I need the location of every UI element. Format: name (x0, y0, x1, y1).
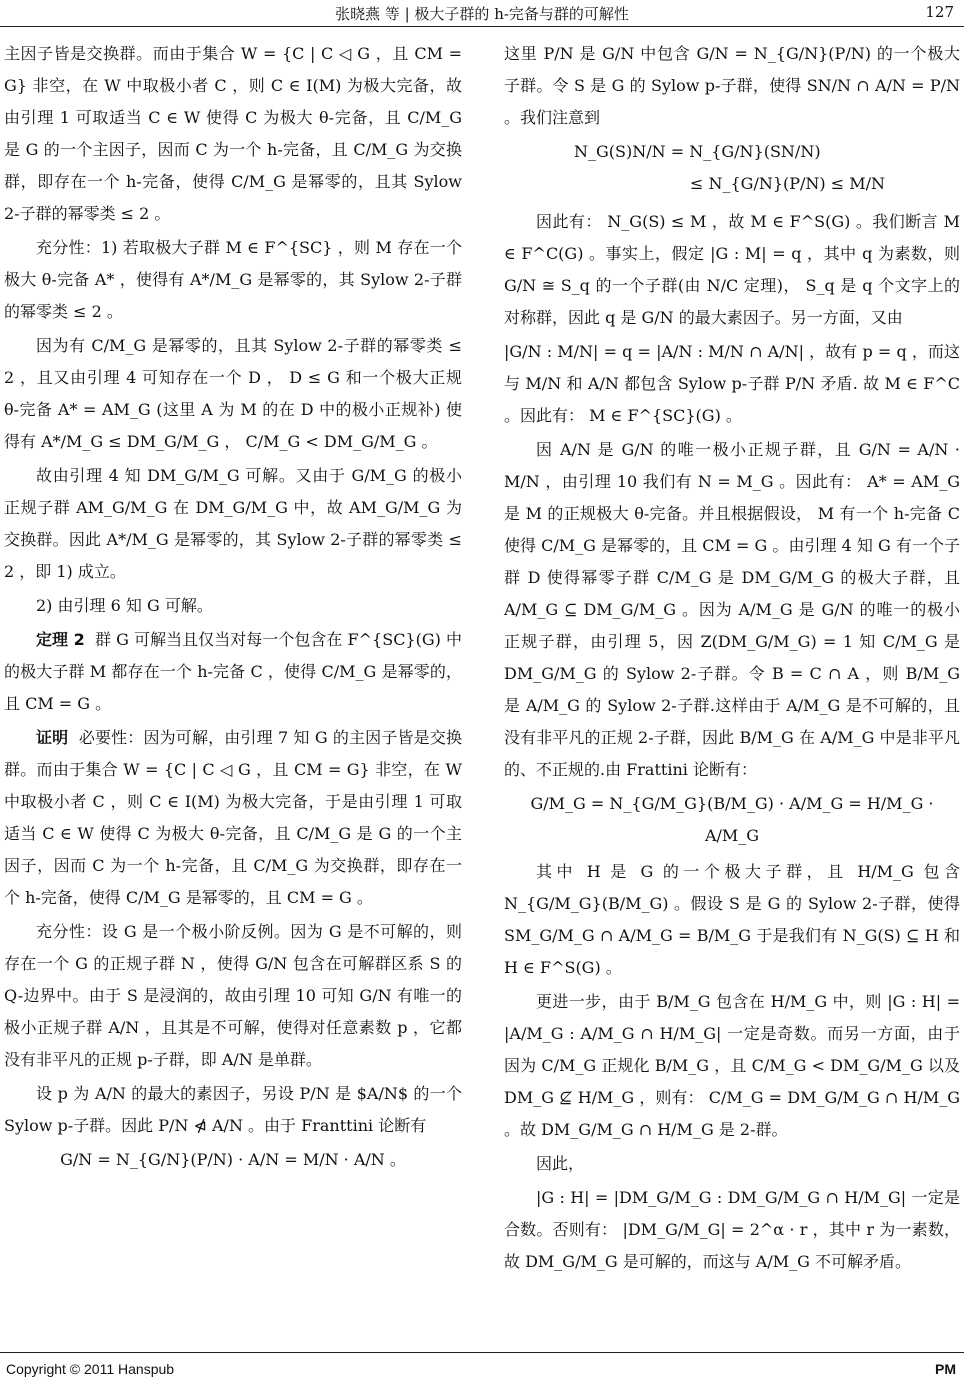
paragraph: |G/N : M/N| = q = |A/N : M/N ∩ A/N| ，故有 p = q ，而这与 M/N 和 A/N 都包含 Sylow p-子群 P/N 矛盾. 故 M ∈ F^C 。因此有： M ∈ F^{SC}(G) 。 (504, 342, 960, 425)
paragraph: 充分性：设 G 是一个极小阶反例。因为 G 是不可解的，则存在一个 G 的正规子群 N ，使得 G/N 包含在可解群区系 S 的 Q-边界中。由于 S 是浸润的，故由引理 10 可知 G/N 有唯一的极小正规子群 A/N ，且其是不可解，使得对任意素数 p ，它都没有非平凡的正规 p-子群，即 A/N 是单群。 (4, 922, 462, 1069)
journal-abbreviation: PM (935, 1361, 956, 1377)
copyright-notice: Copyright © 2011 Hanspub (6, 1361, 175, 1377)
proof-paragraph (4, 722, 462, 914)
paragraph: 故由引理 4 知 DM_G/M_G 可解。又由于 G/M_G 的极小正规子群 AM_G/M_G 在 DM_G/M_G 中，故 AM_G/M_G 为交换群。因此 A*/M_G 是幂零的，其 Sylow 2-子群的幂零类 ≤ 2 ，即 1) 成立。 (4, 466, 462, 581)
right-column (504, 38, 960, 1280)
paragraph: 设 p 为 A/N 的最大的素因子，另设 P/N 是 $A/N$ 的一个 Sylow p-子群。因此 P/N ⋪ A/N 。由于 Franttini 论断有 (4, 1084, 462, 1135)
paragraph: 充分性：1) 若取极大子群 M ∈ F^{SC} ，则 M 存在一个极大 θ-完备 A* ，使得有 A*/M_G 是幂零的，其 Sylow 2-子群的幂零类 ≤ 2 。 (4, 238, 462, 321)
paragraph: 因 A/N 是 G/N 的唯一极小正规子群，且 G/N = A/N · M/N ，由引理 10 我们有 N = M_G 。因此有： A* = AM_G 是 M 的正规极大 θ-完备。并且根据假设， M 有一个 h-完备 C 使得 C/M_G 是幂零的，且 CM = G 。由引理 4 知 G 有一个子群 D 使得幂零子群 C/M_G 是 DM_G/M_G 的极大子群，且 A/M_G ⊆ DM_G/M_G 。因为 A/M_G 是 G/N 的唯一的极小正规子群，由引理 5，因 Z(DM_G/M_G) = 1 知 C/M_G 是 DM_G/M_G 的 Sylow 2-子群。令 B = C ∩ A ，则 B/M_G 是 A/M_G 的 Sylow 2-子群.这样由于 A/M_G 是不可解的，且没有非平凡的正规 2-子群，因此 B/M_G 在 A/M_G 中是非平凡的、不正规的.由 Frattini 论断有： (504, 440, 960, 779)
theorem-paragraph (4, 624, 462, 720)
paragraph: 因此， (536, 1154, 585, 1173)
equation: N_G(S)N/N = N_{G/N}(SN/N) (574, 142, 821, 161)
paragraph: 主因子皆是交换群。而由于集合 W = {C | C ◁ G ，且 CM = G} 非空，在 W 中取极小者 C ，则 C ∈ I(M) 为极大完备，故由引理 1 可取适当 C ∈ W 使得 C 为极大 θ-完备，且 C/M_G 是 G 的一个主因子，因而 C 为一个 h-完备，且 C/M_G 为交换群，即存在一个 h-完备，使得 C/M_G 是幂零的，且其 Sylow 2-子群的幂零类 ≤ 2 。 (4, 44, 462, 223)
proof-text: 必要性：因为可解，由引理 7 知 G 的主因子皆是交换群。而由于集合 W = {C | C ◁ G ，且 CM = G} 非空，在 W 中取极小者 C ，则 C ∈ I(M) 为极大完备，于是由引理 1 可取适当 C ∈ W 使得 C 为极大 θ-完备，且 C/M_G 是 G 的一个主因子，因而 C 为一个 h-完备，且 C/M_G 为交换群，即存在一个 h-完备，使得 C/M_G 是幂零的，且 CM = G 。 (4, 728, 462, 907)
paragraph: 因为有 C/M_G 是幂零的，且其 Sylow 2-子群的幂零类 ≤ 2 ，且又由引理 4 可知存在一个 D ， D ≤ G 和一个极大正规 θ-完备 A* = AM_G (这里 A 为 M 的在 D 中的极小正规补) 使得有 A*/M_G ≤ DM_G/M_G ， C/M_G < DM_G/M_G 。 (4, 336, 462, 451)
paragraph: 2) 由引理 6 知 G 可解。 (36, 596, 213, 615)
equation: ≤ N_{G/N}(P/N) ≤ M/N (690, 174, 886, 193)
theorem-text: 群 G 可解当且仅当对每一个包含在 F^{SC}(G) 中的极大子群 M 都存在一个 h-完备 C ，使得 C/M_G 是幂零的，且 CM = G 。 (4, 630, 462, 713)
running-title: 张晓燕 等 | 极大子群的 h-完备与群的可解性 (335, 5, 629, 23)
paragraph: 其中 H 是 G 的一个极大子群，且 H/M_G 包含 N_{G/M_G}(B/M_G) 。假设 S 是 G 的 Sylow 2-子群，使得 SM_G/M_G ∩ A/M_G = B/M_G 于是我们有 N_G(S) ⊆ H 和 H ∈ F^S(G) 。 (504, 862, 960, 977)
equation: G/M_G = N_{G/M_G}(B/M_G) · A/M_G = H/M_G · A/M_G (530, 794, 934, 845)
running-header (0, 0, 964, 27)
paragraph: 这里 P/N 是 G/N 中包含 G/N = N_{G/N}(P/N) 的一个极大子群。令 S 是 G 的 Sylow p-子群，使得 SN/N ∩ A/N = P/N 。我们注意到 (504, 44, 960, 127)
paragraph: 更进一步，由于 B/M_G 包含在 H/M_G 中，则 |G : H| = |A/M_G : A/M_G ∩ H/M_G| 一定是奇数。而另一方面，由于因为 C/M_G 正规化 B/M_G ，且 C/M_G < DM_G/M_G 以及 DM_G ⊈ H/M_G ，则有： C/M_G = DM_G/M_G ∩ H/M_G 。故 DM_G/M_G ∩ H/M_G 是 2-群。 (504, 992, 960, 1139)
paragraph: 因此有： N_G(S) ≤ M ，故 M ∈ F^S(G) 。我们断言 M ∈ F^C(G) 。事实上，假定 |G : M| = q ，其中 q 为素数，则 G/N ≅ S_q 的一个子群(由 N/C 定理)， S_q 是 q 个文字上的对称群，因此 q 是 G/N 的最大素因子。另一方面，又由 (504, 212, 960, 327)
equation: G/N = N_{G/N}(P/N) · A/N = M/N · A/N 。 (60, 1150, 406, 1169)
proof-label: 证明 (36, 728, 69, 747)
paragraph: |G : H| = |DM_G/M_G : DM_G/M_G ∩ H/M_G| 一定是合数。否则有： |DM_G/M_G| = 2^α · r ，其中 r 为一素数，故 DM_G/M_G 是可解的，而这与 A/M_G 不可解矛盾。 (504, 1188, 960, 1271)
theorem-label: 定理 2 (36, 630, 85, 649)
page-number: 127 (925, 3, 954, 21)
page-footer (0, 1352, 964, 1387)
left-column (4, 38, 462, 1180)
